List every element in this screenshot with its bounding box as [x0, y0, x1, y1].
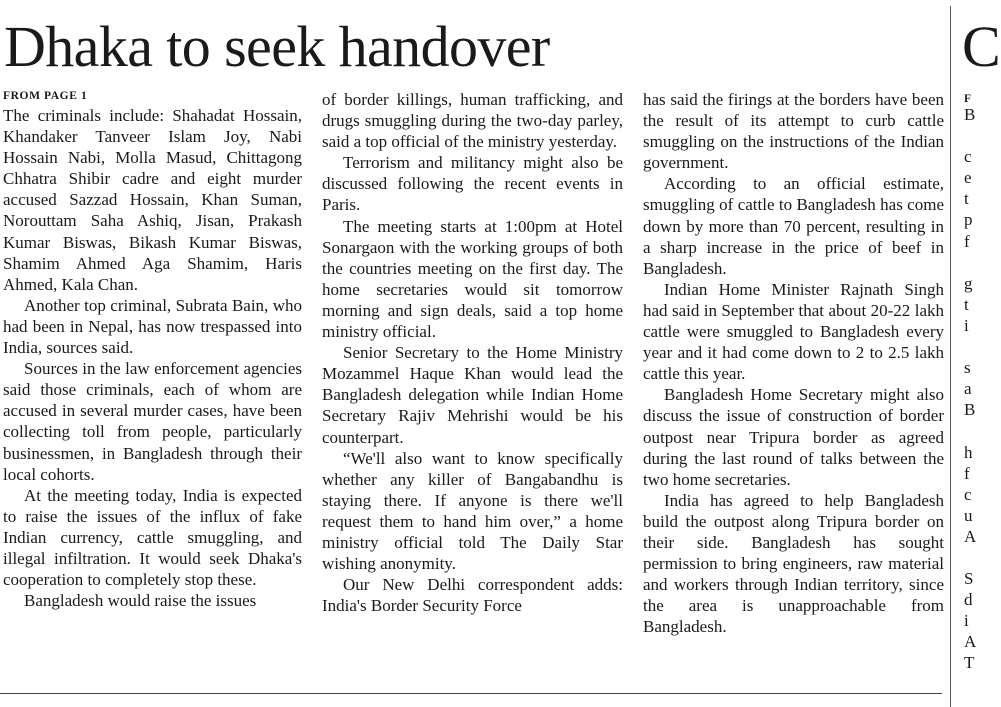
next-story-headline-fragment: C [962, 14, 1001, 79]
edge-line: i [964, 611, 969, 631]
edge-line [964, 125, 971, 146]
paragraph: Another top criminal, Subrata Bain, who had been in Nepal, has now trespassed into India, sources said. [3, 295, 302, 358]
edge-line [964, 252, 971, 273]
edge-line: a [964, 379, 972, 399]
edge-line: S [964, 569, 974, 589]
edge-line: i [964, 315, 969, 335]
edge-line: f [964, 463, 970, 483]
paragraph: Sources in the law enforcement agencies said those criminals, each of whom are accused in several murder cases, have been collecting toll from people, particularly businessmen, in Bangladesh through their local cohorts. [3, 359, 302, 484]
edge-line [964, 547, 971, 568]
article-column-2 [322, 89, 623, 616]
headline: Dhaka to seek handover [4, 14, 550, 79]
paragraph: According to an official estimate, smuggling of cattle to Bangladesh has come down by more than 70 percent, resulting in a sharp increase in the price of beef in Bangladesh. [643, 174, 944, 278]
paragraph: The meeting starts at 1:00pm at Hotel Sonargaon with the working groups of both the countries meeting on the first day. The home secretaries would sit tomorrow morning and sign deals, said a top home ministry official. [322, 216, 623, 342]
edge-line: g [964, 273, 973, 293]
edge-line: B [964, 105, 976, 124]
paragraph: India has agreed to help Bangladesh build the outpost along Tripura border on their side. Bangladesh has sought permission to bring engineers, raw material and workers through Indian territory, since the area is unapproachable from Bangladesh. [643, 490, 944, 637]
edge-line: c [964, 147, 972, 167]
paragraph: has said the firings at the borders have been the result of its attempt to curb cattle smuggling on the instructions of the Indian government. [643, 90, 944, 173]
paragraph: Terrorism and militancy might also be discussed following the recent events in Paris. [322, 153, 623, 215]
edge-line: h [964, 442, 973, 462]
edge-line: d [964, 590, 973, 610]
edge-line: u [964, 505, 973, 525]
edge-line: T [964, 653, 975, 673]
paragraph: The criminals include: Shahadat Hossain, Khandaker Tanveer Islam Joy, Nabi Hossain Nabi, Molla Masud, Chittagong Chhatra Shibir cadre and eight murder accused Sazzad Hossain, Khan Suman, Norouttam Saha Ashiq, Jisan, Prakash Kumar Biswas, Bikash Kumar Biswas, Shamim Ahmed Aga Shamim, Haris Ahmed, Kala Chan. [3, 106, 302, 294]
paragraph: Senior Secretary to the Home Ministry Mozammel Haque Khan would lead the Bangladesh delegation while Indian Home Secretary Rajiv Mehrishi would be his counterpart. [322, 343, 623, 447]
paragraph: of border killings, human trafficking, and drugs smuggling during the two-day parley, said a top official of the ministry yesterday. [322, 90, 623, 152]
adjacent-article-edge-lines [964, 104, 977, 674]
adjacent-jump-label: F [964, 93, 972, 105]
edge-line: B [964, 400, 976, 420]
edge-line [964, 336, 971, 357]
edge-line: t [964, 189, 969, 209]
paragraph: Our New Delhi correspondent adds: India's Border Security Force [322, 575, 623, 616]
edge-line: A [964, 632, 977, 652]
paragraph: “We'll also want to know specifically whether any killer of Bangabandhu is staying there. If anyone is there we'll request them to hand him over,” a home ministry official told The Daily Star wishing anonymity. [322, 448, 623, 574]
column-divider-vertical [950, 6, 951, 707]
paragraph: Bangladesh would raise the issues [24, 591, 257, 611]
bottom-rule [0, 693, 942, 694]
jump-label: FROM PAGE 1 [3, 90, 88, 102]
edge-line: f [964, 231, 970, 251]
article-column-3 [643, 89, 944, 637]
paragraph: Bangladesh Home Secretary might also discuss the issue of construction of border outpost near Tripura border as agreed during the last round of talks between the two home secretaries. [643, 385, 944, 489]
paragraph: Indian Home Minister Rajnath Singh had said in September that about 20-22 lakh cattle were smuggled to Bangladesh every year and it had come down to 2 to 2.5 lakh cattle this year. [643, 279, 944, 384]
edge-line: p [964, 210, 973, 230]
edge-line: c [964, 484, 972, 504]
paragraph: At the meeting today, India is expected to raise the issues of the influx of fake Indian currency, cattle smuggling, and illegal infiltration. It would seek Dhaka's cooperation to completely stop these. [3, 485, 302, 590]
edge-line: s [964, 358, 971, 378]
edge-line: A [964, 526, 977, 546]
edge-line: e [964, 168, 972, 188]
edge-line: t [964, 294, 969, 314]
edge-line [964, 420, 971, 441]
article-column-1 [3, 89, 302, 611]
